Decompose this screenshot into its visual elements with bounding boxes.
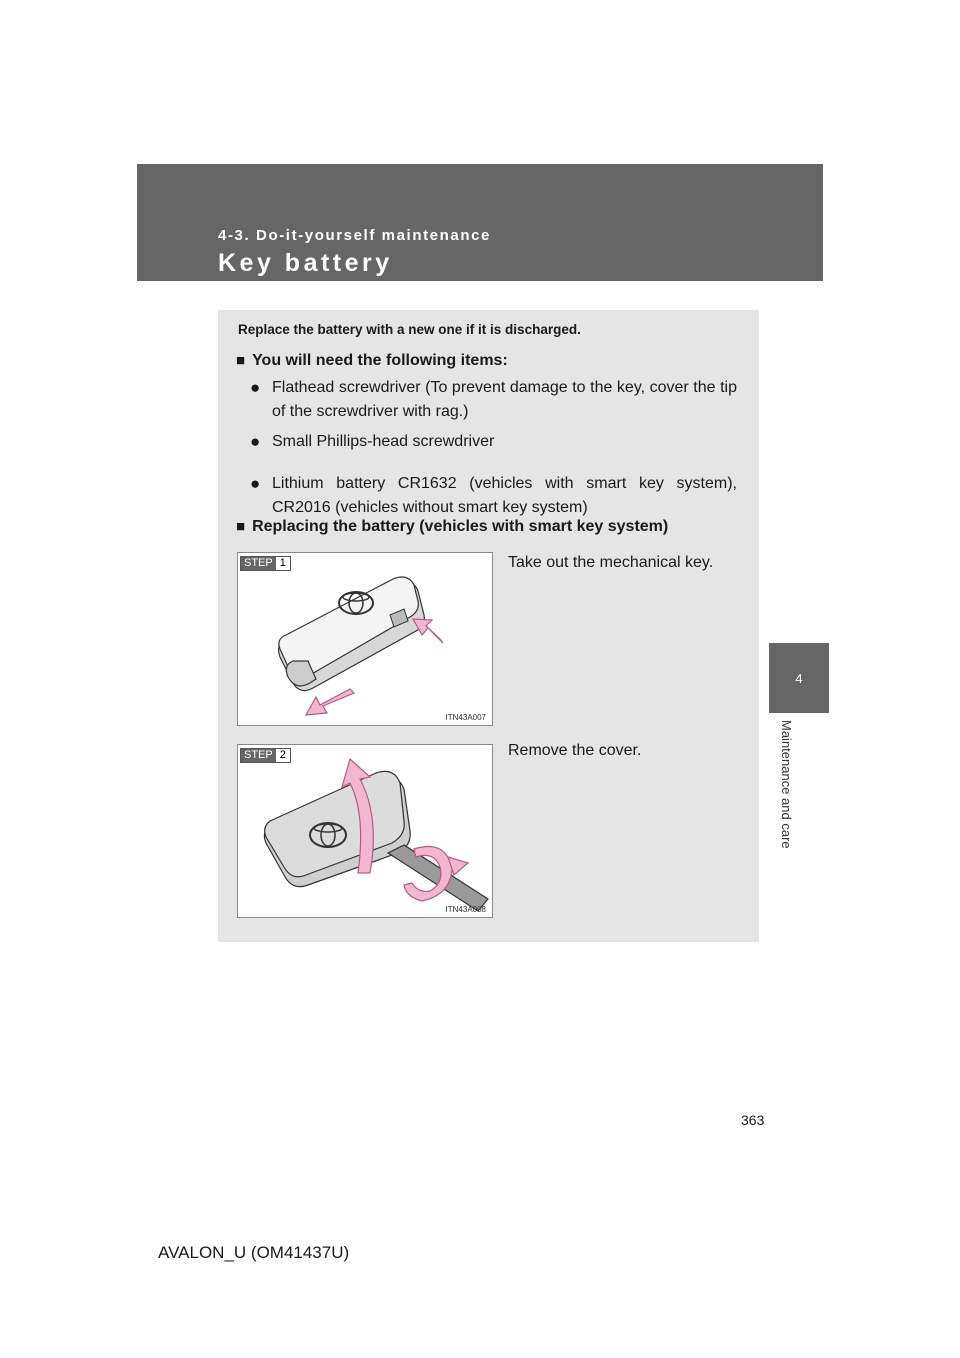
step-1-text: Take out the mechanical key. bbox=[508, 554, 714, 571]
bullet-icon: ● bbox=[250, 474, 261, 493]
footer-doc-id: AVALON_U (OM41437U) bbox=[158, 1243, 350, 1262]
step-number: 1 bbox=[276, 557, 290, 570]
items-heading-text: You will need the following items: bbox=[252, 352, 508, 369]
list-item-text: Lithium battery CR1632 (vehicles with smart key system), CR2016 (vehicles without smart key system) bbox=[272, 475, 737, 516]
bullet-icon: ● bbox=[250, 378, 261, 397]
list-item-text: Flathead screwdriver (To prevent damage to the key, cover the tip of the screwdriver with rag.) bbox=[272, 379, 737, 420]
square-bullet-icon: ■ bbox=[236, 352, 246, 369]
chapter-number: 4 bbox=[795, 670, 803, 686]
chapter-tab bbox=[769, 643, 829, 713]
content-panel bbox=[218, 310, 759, 942]
step-word: STEP bbox=[241, 557, 276, 570]
intro-text: Replace the battery with a new one if it is discharged. bbox=[238, 322, 581, 337]
items-heading bbox=[236, 352, 508, 370]
step-word: STEP bbox=[241, 749, 276, 762]
page-number: 363 bbox=[741, 1112, 765, 1128]
square-bullet-icon: ■ bbox=[236, 518, 246, 535]
step-1-figure bbox=[237, 552, 493, 726]
list-item-text: Small Phillips-head screwdriver bbox=[272, 433, 495, 450]
page-title: Key battery bbox=[218, 249, 393, 277]
figure-code: ITN43A008 bbox=[445, 905, 486, 914]
section-label: 4-3. Do-it-yourself maintenance bbox=[218, 227, 491, 244]
list-item bbox=[250, 430, 737, 454]
replace-heading bbox=[236, 518, 668, 536]
step-2-text: Remove the cover. bbox=[508, 742, 642, 759]
list-item bbox=[250, 376, 737, 424]
figure-code: ITN43A007 bbox=[445, 713, 486, 722]
step-2-figure bbox=[237, 744, 493, 918]
step-number: 2 bbox=[276, 749, 290, 762]
key-removal-illustration bbox=[238, 553, 492, 725]
list-item bbox=[250, 472, 737, 520]
pull-arrow-icon bbox=[306, 689, 354, 715]
push-arrow-icon bbox=[413, 619, 443, 643]
chapter-label: Maintenance and care bbox=[779, 720, 794, 849]
cover-removal-illustration bbox=[238, 745, 492, 917]
replace-heading-text: Replacing the battery (vehicles with smart key system) bbox=[252, 518, 669, 535]
bullet-icon: ● bbox=[250, 432, 261, 451]
